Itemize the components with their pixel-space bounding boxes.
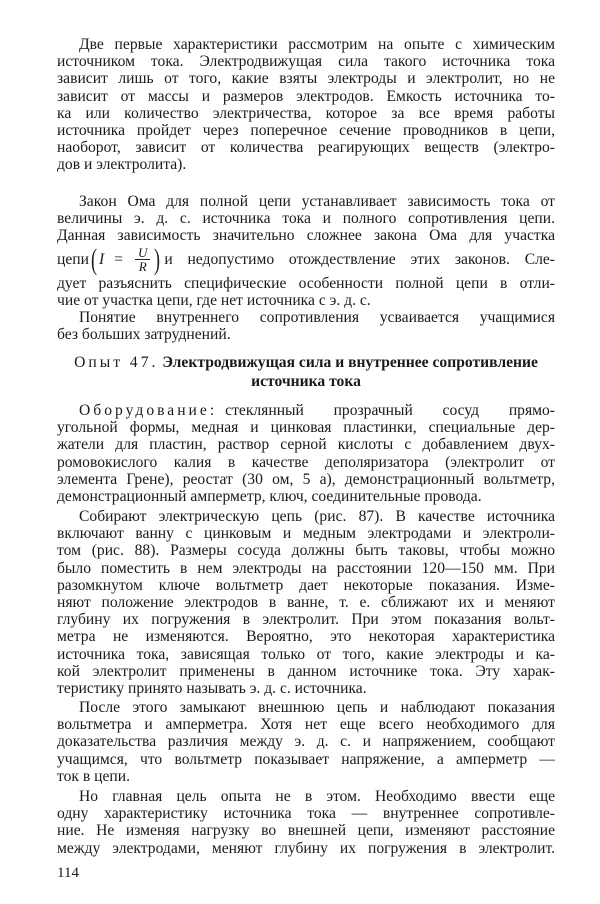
text-line: было поместить в нем электроды на расстоянии 120—150 мм. При — [57, 559, 555, 577]
paragraph-1 — [57, 36, 555, 174]
text-line: кой электролит применены в данном источнике тока. Эту харак- — [57, 662, 555, 680]
paragraph-2-end — [57, 275, 555, 309]
text-line: Понятие внутреннего сопротивления усваивается учащимися — [79, 308, 555, 326]
formula-equals: = — [114, 250, 123, 268]
text-line: глубину их погружения в электролит. При этом показания вольт- — [57, 611, 555, 629]
equipment-paragraph — [57, 402, 555, 505]
text-line: Но главная цель опыта не в этом. Необходимо ввести еще — [79, 788, 555, 805]
formula-line — [57, 242, 555, 276]
text-line: элемента Грене), реостат (30 ом, 5 а), демонстрационный вольтметр, — [57, 470, 555, 488]
paragraph-circuit — [57, 699, 555, 785]
heading-title-line-1: Электродвижущая сила и внутреннее сопротивление — [162, 354, 538, 371]
right-paren: ) — [154, 242, 161, 276]
heading-title-line-2: источника тока — [251, 373, 361, 390]
text-line: чие от участка цепи, где нет источника с э. д. с. — [57, 291, 371, 309]
paragraph-internal-resistance — [57, 788, 555, 857]
text-line: величины э. д. с. источника тока и полного сопротивления цепи. — [57, 210, 555, 228]
equipment-label: Оборудование: — [79, 402, 218, 419]
text-line: ка или количество электричества, которое за все время работы — [57, 104, 555, 122]
text-line: ние. Не изменяя нагрузку во внешней цепи, изменяют расстояние — [57, 822, 555, 840]
left-paren: ( — [90, 242, 97, 276]
paragraph-2 — [57, 193, 555, 343]
text-line: зависит лишь от того, какие взяты электроды и электролит, но не — [57, 70, 555, 88]
text-line: няют положение электродов в ванне, т. е. сближают их и меняют — [57, 593, 555, 611]
text-line: метра не изменяются. Вероятно, это некоторая характеристика — [57, 628, 555, 646]
text-line: без больших затруднений. — [57, 326, 231, 344]
text-line: между электродами, меняют глубину их погружения в электролит. — [57, 839, 555, 857]
text-line: демонстрационный амперметр, ключ, соединительные провода. — [57, 487, 482, 505]
text-line: источника пройдет через поперечное сечение проводников в цепи, — [57, 121, 555, 139]
formula-lhs: I — [98, 250, 105, 268]
text-line: Закон Ома для полной цепи устанавливает зависимость тока от — [79, 193, 555, 210]
text-line: зависит от массы и размеров электродов. Емкость источника то- — [57, 87, 555, 105]
text-line: Две первые характеристики рассмотрим на опыте с химическим — [79, 36, 555, 53]
text-line: доказательства различия между э. д. с. и напряжением, сообщают — [57, 733, 555, 751]
fraction — [135, 246, 150, 273]
equipment-first-line — [57, 402, 555, 419]
text-line: разомкнутом ключе вольтметр дает некоторые показания. Изме- — [57, 576, 555, 594]
experiment-number: Опыт 47. — [74, 354, 159, 371]
text-line: том (рис. 88). Размеры сосуда должны быть таковы, чтобы можно — [57, 542, 555, 560]
equipment-rest — [57, 419, 555, 505]
text-line: стеклянный прозрачный сосуд прямо- — [225, 402, 555, 419]
text-line: дов и электролита). — [57, 156, 187, 174]
formula-prefix: цепи — [57, 250, 89, 268]
paragraph-assembly — [57, 508, 555, 697]
text-line: источника тока, зависящая только от того, какие электроды и ка- — [57, 645, 555, 663]
paragraph-3 — [57, 309, 555, 343]
text-line: дует разъяснить специфические особенности полной цепи в отли- — [57, 274, 555, 292]
text-line: ромовокислого калия в качестве деполяризатора (электролит от — [57, 453, 555, 471]
section-heading — [57, 353, 555, 391]
ohm-law-formula — [89, 242, 162, 276]
text-line: включают ванну с цинковым и медным электродами и электроли- — [57, 525, 555, 543]
text-line: одну характеристику источника тока — внутреннее сопротивле- — [57, 805, 555, 823]
denominator: R — [138, 259, 147, 275]
text-line: Данная зависимость значительно сложнее закона Ома для участка — [57, 227, 555, 245]
text-line: угольной формы, медная и цинковая пластинки, специальные дер- — [57, 419, 555, 437]
text-line: вольтметра и амперметра. Хотя нет еще всего необходимого для — [57, 716, 555, 734]
text-line: Собирают электрическую цепь (рис. 87). В качестве источника — [79, 508, 555, 525]
text-line: После этого замыкают внешнюю цепь и наблюдают показания — [79, 699, 555, 716]
page-number: 114 — [57, 865, 79, 881]
paragraph-2-start — [57, 193, 555, 245]
formula-suffix: и недопустимо отождествление этих законов. Сле- — [164, 250, 555, 268]
text-line: учащимся, что вольтметр показывает напряжение, а амперметр — — [57, 750, 555, 768]
text-line: ток в цепи. — [57, 767, 130, 785]
text-line: источником тока. Электродвижущая сила такого источника тока — [57, 53, 555, 71]
text-line: жатели для пластин, раствор серной кислоты с добавлением двух- — [57, 436, 555, 454]
numerator: U — [135, 246, 150, 260]
text-line: теристику принято называть э. д. с. источника. — [57, 679, 367, 697]
text-line: наоборот, зависит от количества реагирующих веществ (электро- — [57, 139, 555, 157]
